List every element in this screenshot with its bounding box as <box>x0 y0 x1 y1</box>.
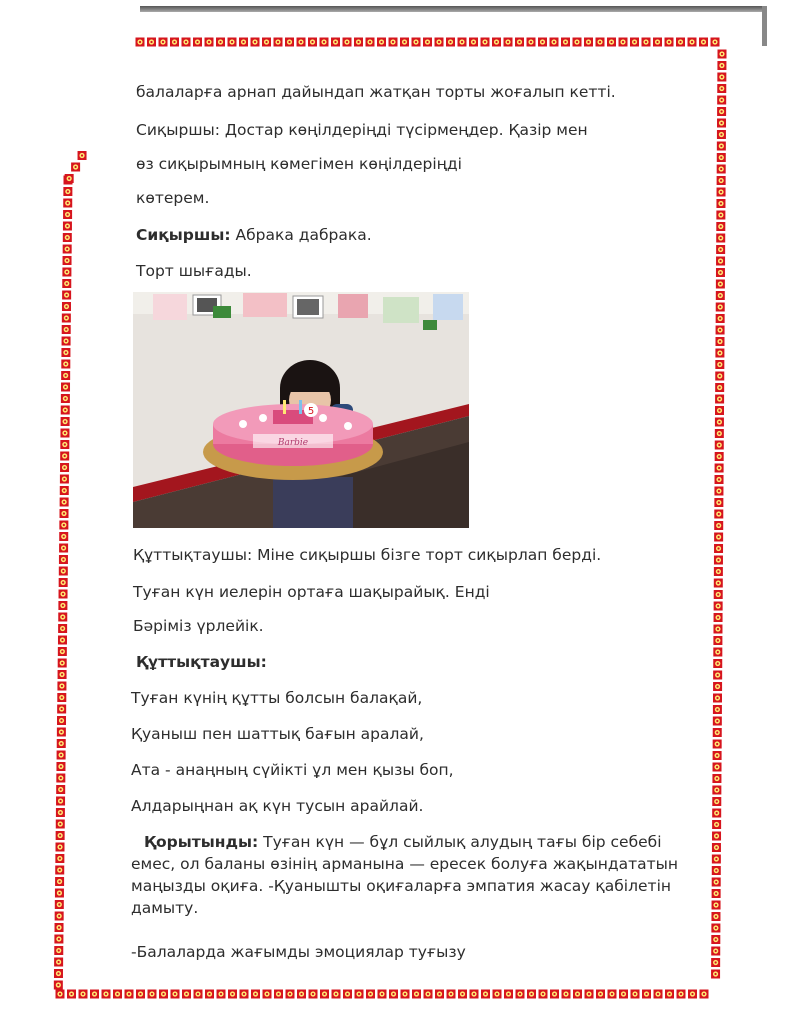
border-ornament <box>343 990 352 999</box>
border-ornament <box>717 165 726 174</box>
border-ornament <box>481 38 490 47</box>
border-ornament <box>717 153 726 162</box>
border-ornament <box>377 38 386 47</box>
border-ornament <box>713 694 722 703</box>
border-ornament <box>182 990 191 999</box>
border-ornament <box>54 969 63 978</box>
border-ornament <box>717 188 726 197</box>
border-ornament <box>713 671 722 680</box>
border-ornament <box>713 682 722 691</box>
border-ornament <box>297 38 306 47</box>
poem-line-4: Алдарыңнан ақ күн тусын арайлай. <box>131 797 424 815</box>
border-ornament <box>716 303 725 312</box>
border-ornament <box>538 38 547 47</box>
border-ornament <box>57 728 66 737</box>
border-ornament <box>688 38 697 47</box>
border-ornament <box>90 990 99 999</box>
border-ornament <box>718 50 727 59</box>
border-ornament <box>59 590 68 599</box>
border-ornament <box>79 990 88 999</box>
border-ornament <box>435 990 444 999</box>
border-ornament <box>55 877 64 886</box>
speaker-line: Абрака дабрака. <box>230 226 372 244</box>
border-ornament <box>715 349 724 358</box>
candle-number: 5 <box>307 406 315 417</box>
border-ornament <box>712 889 721 898</box>
border-ornament <box>159 990 168 999</box>
border-ornament <box>56 797 65 806</box>
border-ornament <box>716 222 725 231</box>
border-ornament <box>61 360 70 369</box>
border-ornament <box>688 990 697 999</box>
border-ornament <box>711 935 720 944</box>
speaker-heading: Құттықтаушы: <box>136 653 267 671</box>
border-ornament <box>274 990 283 999</box>
text-line-2: Сиқыршы: Достар көңілдеріңді түсірмеңдер. Қазір мен <box>136 121 588 139</box>
border-ornament <box>458 38 467 47</box>
conclusion-paragraph <box>131 831 679 919</box>
border-ornament <box>63 187 72 196</box>
border-ornament <box>713 659 722 668</box>
border-ornament <box>585 990 594 999</box>
border-ornament <box>716 280 725 289</box>
border-ornament <box>470 990 479 999</box>
border-ornament <box>54 935 63 944</box>
border-ornament <box>274 38 283 47</box>
border-ornament <box>711 924 720 933</box>
border-ornament <box>561 38 570 47</box>
border-ornament <box>481 990 490 999</box>
border-ornament <box>63 210 72 219</box>
border-ornament <box>412 38 421 47</box>
border-ornament <box>59 509 68 518</box>
border-ornament <box>125 990 134 999</box>
border-ornament <box>716 268 725 277</box>
border-ornament <box>61 383 70 392</box>
border-ornament <box>55 900 64 909</box>
border-ornament <box>711 38 720 47</box>
border-ornament <box>715 418 724 427</box>
border-ornament <box>717 142 726 151</box>
border-ornament <box>677 990 686 999</box>
border-ornament <box>56 808 65 817</box>
border-ornament <box>714 613 723 622</box>
border-ornament <box>194 990 203 999</box>
border-ornament <box>170 38 179 47</box>
border-ornament <box>54 958 63 967</box>
border-ornament <box>713 648 722 657</box>
border-ornament <box>717 61 726 70</box>
border-ornament <box>309 990 318 999</box>
border-ornament <box>712 797 721 806</box>
border-ornament <box>717 119 726 128</box>
border-ornament <box>412 990 421 999</box>
border-ornament <box>715 429 724 438</box>
border-ornament <box>355 990 364 999</box>
border-ornament <box>527 990 536 999</box>
border-ornament <box>715 337 724 346</box>
border-ornament <box>712 774 721 783</box>
border-ornament <box>539 990 548 999</box>
border-ornament <box>608 990 617 999</box>
border-right <box>711 50 726 979</box>
border-ornament <box>654 990 663 999</box>
border-ornament <box>60 475 69 484</box>
border-ornament <box>54 946 63 955</box>
border-ornament <box>596 38 605 47</box>
border-ornament <box>714 579 723 588</box>
border-ornament <box>56 990 65 999</box>
border-ornament <box>343 38 352 47</box>
border-ornament <box>712 878 721 887</box>
border-ornament <box>389 38 398 47</box>
border-ornament <box>205 38 214 47</box>
border-ornament <box>58 601 67 610</box>
border-ornament <box>711 912 720 921</box>
text-line-6: Торт шығады. <box>136 262 252 280</box>
border-ornament <box>71 163 80 172</box>
border-ornament <box>263 990 272 999</box>
border-ornament <box>573 990 582 999</box>
border-ornament <box>58 647 67 656</box>
border-ornament <box>366 990 375 999</box>
border-ornament <box>712 901 721 910</box>
border-ornament <box>182 38 191 47</box>
border-ornament <box>504 38 513 47</box>
border-ornament <box>714 498 723 507</box>
border-ornament <box>55 912 64 921</box>
border-ornament <box>715 383 724 392</box>
text-line-1: балаларға арнап дайындап жатқан торты жоғалып кетті. <box>136 83 616 101</box>
border-ornament <box>573 38 582 47</box>
border-ornament <box>504 990 513 999</box>
border-ornament <box>113 990 122 999</box>
border-ornament <box>447 990 456 999</box>
poem-line-1: Туған күнің құтты болсын балақай, <box>131 689 423 707</box>
border-ornament <box>62 291 71 300</box>
border-ornament <box>251 38 260 47</box>
border-ornament <box>516 990 525 999</box>
border-ornament <box>493 990 502 999</box>
border-ornament <box>711 958 720 967</box>
border-ornament <box>61 406 70 415</box>
border-ornament <box>159 38 168 47</box>
border-ornament <box>716 257 725 266</box>
border-ornament <box>62 268 71 277</box>
border-ornament <box>60 486 69 495</box>
border-ornament <box>378 990 387 999</box>
border-ornament <box>715 464 724 473</box>
border-ornament <box>653 38 662 47</box>
border-ornament <box>63 233 72 242</box>
border-ornament <box>148 990 157 999</box>
border-ornament <box>58 636 67 645</box>
border-ornament <box>59 532 68 541</box>
border-ornament <box>63 222 72 231</box>
border-ornament <box>262 38 271 47</box>
border-ornament <box>59 521 68 530</box>
border-ornament <box>716 199 725 208</box>
border-ornament <box>631 990 640 999</box>
border-ornament <box>60 463 69 472</box>
border-ornament <box>136 990 145 999</box>
border-ornament <box>228 38 237 47</box>
border-ornament <box>366 38 375 47</box>
border-ornament <box>59 544 68 553</box>
border-ornament <box>62 325 71 334</box>
border-ornament <box>320 38 329 47</box>
border-ornament <box>56 762 65 771</box>
text-line-9: Бәріміз үрлейік. <box>133 617 264 635</box>
border-ornament <box>55 889 64 898</box>
border-ornament <box>65 174 74 183</box>
border-ornament <box>435 38 444 47</box>
border-ornament <box>630 38 639 47</box>
border-ornament <box>715 441 724 450</box>
border-ornament <box>332 990 341 999</box>
border-ornament <box>619 38 628 47</box>
border-ornament <box>717 84 726 93</box>
border-ornament <box>286 990 295 999</box>
border-ornament <box>515 38 524 47</box>
border-ornament <box>228 990 237 999</box>
border-ornament <box>55 866 64 875</box>
border-ornament <box>62 314 71 323</box>
border-ornament <box>308 38 317 47</box>
border-ornament <box>699 38 708 47</box>
border-ornament <box>527 38 536 47</box>
border-ornament <box>171 990 180 999</box>
border-ornament <box>714 590 723 599</box>
border-ornament <box>712 820 721 829</box>
border-ornament <box>711 947 720 956</box>
border-ornament <box>60 452 69 461</box>
border-ornament <box>642 990 651 999</box>
border-ornament <box>717 107 726 116</box>
border-ornament <box>102 990 111 999</box>
border-ornament <box>251 990 260 999</box>
border-ornament <box>217 990 226 999</box>
border-ornament <box>712 786 721 795</box>
border-ornament <box>57 751 66 760</box>
speaker-label: Сиқыршы: <box>136 226 231 244</box>
border-ornament <box>717 73 726 82</box>
border-ornament <box>354 38 363 47</box>
border-ornament <box>58 624 67 633</box>
border-ornament <box>713 705 722 714</box>
border-ornament <box>240 990 249 999</box>
border-ornament <box>423 38 432 47</box>
border-ornament <box>715 372 724 381</box>
border-ornament <box>596 990 605 999</box>
border-ornament <box>285 38 294 47</box>
border-ornament <box>665 38 674 47</box>
border-ornament <box>717 96 726 105</box>
border-ornament <box>59 578 68 587</box>
border-ornament <box>714 521 723 530</box>
border-ornament <box>713 728 722 737</box>
border-ornament <box>713 751 722 760</box>
border-ornament <box>320 990 329 999</box>
border-ornament <box>715 395 724 404</box>
border-ornament <box>331 38 340 47</box>
border-ornament <box>239 38 248 47</box>
border-ornament <box>716 326 725 335</box>
border-ornament <box>712 855 721 864</box>
text-line-3: өз сиқырымның көмегімен көңілдеріңді <box>136 155 462 173</box>
border-ornament <box>61 417 70 426</box>
border-ornament <box>193 38 202 47</box>
text-line-last: -Балаларда жағымды эмоциялар туғызу <box>131 943 466 961</box>
border-ornament <box>446 38 455 47</box>
border-ornament <box>714 602 723 611</box>
border-ornament <box>712 832 721 841</box>
border-ornament <box>400 38 409 47</box>
border-ornament <box>56 774 65 783</box>
poem-line-3: Ата - анаңның сүйікті ұл мен қызы боп, <box>131 761 454 779</box>
border-ornament <box>57 682 66 691</box>
border-ornament <box>55 843 64 852</box>
border-ornament <box>714 510 723 519</box>
border-ornament <box>714 544 723 553</box>
border-ornament <box>715 406 724 415</box>
border-ornament <box>716 211 725 220</box>
border-ornament <box>714 567 723 576</box>
border-ornament <box>642 38 651 47</box>
border-ornament <box>62 337 71 346</box>
border-ornament <box>61 348 70 357</box>
border-bottom <box>56 990 709 999</box>
border-ornament <box>57 705 66 714</box>
border-ornament <box>401 990 410 999</box>
border-ornament <box>716 314 725 323</box>
border-ornament <box>63 199 72 208</box>
border-ornament <box>58 670 67 679</box>
border-ornament <box>59 567 68 576</box>
border-ornament <box>63 256 72 265</box>
border-ornament <box>712 809 721 818</box>
border-ornament <box>712 843 721 852</box>
border-ornament <box>716 245 725 254</box>
border-ornament <box>715 452 724 461</box>
border-ornament <box>713 625 722 634</box>
border-ornament <box>57 739 66 748</box>
border-ornament <box>216 38 225 47</box>
birthday-photo <box>133 292 469 528</box>
border-top <box>136 38 720 47</box>
border-ornament <box>389 990 398 999</box>
border-ornament <box>665 990 674 999</box>
border-ornament <box>714 533 723 542</box>
border-ornament <box>62 302 71 311</box>
border-ornament <box>562 990 571 999</box>
border-ornament <box>607 38 616 47</box>
border-ornament <box>63 245 72 254</box>
border-ornament <box>584 38 593 47</box>
border-ornament <box>67 990 76 999</box>
border-ornament <box>713 717 722 726</box>
border-ornament <box>716 291 725 300</box>
border-ornament <box>57 716 66 725</box>
border-ornament <box>713 763 722 772</box>
border-ornament <box>714 556 723 565</box>
border-ornament <box>550 38 559 47</box>
border-ornament <box>715 360 724 369</box>
conclusion-text: Туған күн — бұл сыйлық алудың тағы бір себебі емес, ол баланы өзінің арманына — ересек болуға жақындататын маңызды оқиға. -Қуанышты оқиғаларға эмпатия жасау қабілетін дамыту. <box>131 833 679 917</box>
border-ornament <box>469 38 478 47</box>
border-ornament <box>60 440 69 449</box>
border-ornament <box>676 38 685 47</box>
border-ornament <box>717 130 726 139</box>
border-ornament <box>56 785 65 794</box>
border-ornament <box>205 990 214 999</box>
border-ornament <box>60 429 69 438</box>
border-ornament <box>58 613 67 622</box>
text-line-7: Құттықтаушы: Міне сиқыршы бізге торт сиқырлап берді. <box>133 546 602 564</box>
border-ornament <box>61 371 70 380</box>
cake-label: Barbie <box>277 438 309 448</box>
border-ornament <box>458 990 467 999</box>
border-ornament <box>78 151 87 160</box>
border-ornament <box>59 555 68 564</box>
border-ornament <box>147 38 156 47</box>
border-ornament <box>700 990 709 999</box>
border-ornament <box>619 990 628 999</box>
border-ornament <box>56 820 65 829</box>
border-ornament <box>717 176 726 185</box>
border-ornament <box>424 990 433 999</box>
border-ornament <box>550 990 559 999</box>
text-line-5 <box>136 225 372 245</box>
border-ornament <box>711 970 720 979</box>
border-ornament <box>713 740 722 749</box>
border-ornament <box>62 279 71 288</box>
border-ornament <box>714 487 723 496</box>
border-ornament <box>54 981 63 990</box>
border-ornament <box>58 659 67 668</box>
border-ornament <box>60 498 69 507</box>
conclusion-label: Қорытынды: <box>144 833 259 851</box>
border-ornament <box>61 394 70 403</box>
border-ornament <box>297 990 306 999</box>
border-ornament <box>136 38 145 47</box>
border-ornament <box>715 475 724 484</box>
text-line-8: Туған күн иелерін ортаға шақырайық. Енді <box>133 583 490 601</box>
border-ornament <box>712 866 721 875</box>
border-ornament <box>56 831 65 840</box>
border-ornament <box>55 854 64 863</box>
poem-line-2: Қуаныш пен шаттық бағын аралай, <box>131 725 424 743</box>
border-ornament <box>713 636 722 645</box>
border-ornament <box>492 38 501 47</box>
text-line-4: көтерем. <box>136 189 210 207</box>
border-ornament <box>716 234 725 243</box>
border-left <box>54 151 87 990</box>
border-ornament <box>57 693 66 702</box>
border-ornament <box>55 923 64 932</box>
